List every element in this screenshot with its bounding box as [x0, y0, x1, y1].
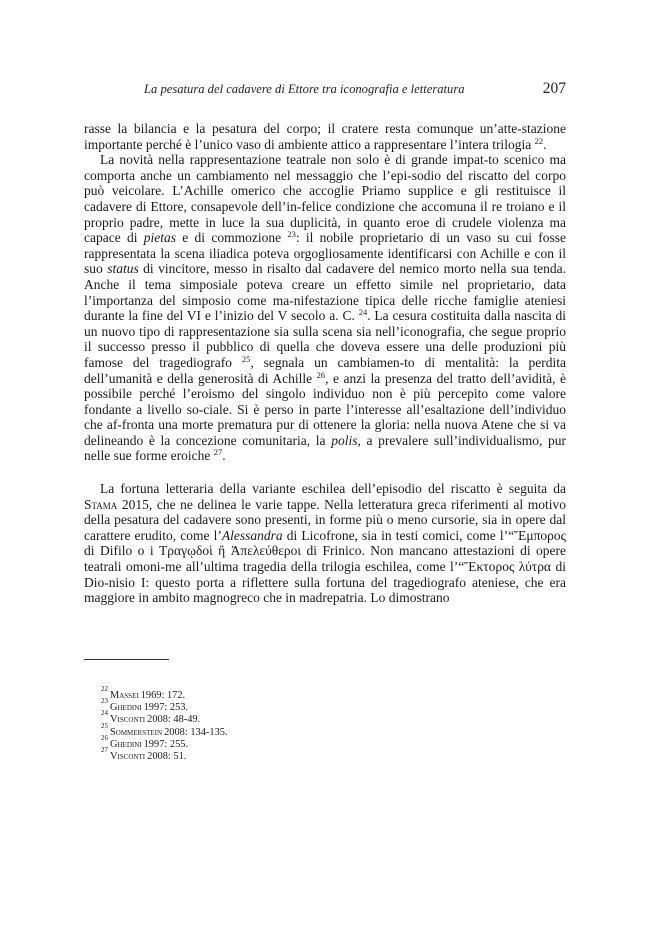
footnote-ref-27[interactable]: 27: [213, 447, 223, 458]
footnote-number: 24: [101, 709, 108, 718]
main-text: [84, 121, 566, 606]
footnote-23: [84, 697, 566, 714]
footnote-author: Visconti: [110, 751, 146, 763]
footnote-author: Ghedini: [110, 738, 142, 750]
footnote-text: 1969: 172.: [140, 690, 186, 701]
footnote-number: 26: [101, 733, 108, 742]
footnote-author: Sommerstein: [110, 726, 163, 738]
footnote-ref-24[interactable]: 24: [358, 307, 368, 318]
text-run: di Licofrone, sia in testi comici, come l’“Ἔμπορος di Difilo o i Τραγῳδοὶ ἢ Ἀπελεύθεροι di Frinico. Non mancano attestazioni di opere teatrali omoni-me all’ultima tragedia della trilogia eschilea, come l’“Ἕκτορος λύτρα di Dio-nisio I: questo porta a riflettere sulla fortuna del tragediografo ateniese, che era maggiore in ambito magnogreco che in madrepatria. Lo dimostrano: [84, 527, 566, 606]
footnote-ref-22[interactable]: 22: [534, 135, 544, 146]
footnote-text: 1997: 255.: [143, 738, 189, 750]
text-run: , a prevalere sull’individualismo, pur nelle sue forme eroiche: [84, 432, 567, 464]
footnote-number: 23: [101, 697, 108, 706]
text-run: , e anzi la presenza del tratto dell’avidità, è possibile perché l’eroismo del singolo individuo non è più percepito come valore fondante a livello so-ciale. Si è perso in parte l’interesse all’esaltazione dell’individuo che af-fronta una morte prematura pur di ottenere la gloria: nella nuova Atene che si va delineando è la concezione comunitaria, la: [84, 370, 566, 448]
footnote-number: 25: [101, 721, 108, 730]
italic-term: pietas: [143, 230, 177, 246]
text-run: La novità nella rappresentazione teatrale non solo è di grande impat-to scenico ma comporta anche un cambiamento nel messaggio che l’epi-sodio del riscatto del corpo può veicolare. L’Achille omerico che accoglie Priamo supplice e gli restituisce il cadavere di Ettore, consapevole dell’in-felice condizione che accomuna il re troiano e il proprio padre, mette in luce la sua duplicità, in quanto eroe di crudele violenza ma capace di: [84, 152, 566, 246]
footnote-author: Visconti: [110, 714, 146, 726]
footnote-26: [84, 733, 566, 751]
page-number: 207: [542, 80, 566, 97]
footnote-ref-23[interactable]: 23: [287, 229, 296, 240]
footnotes: [84, 685, 566, 763]
text-run: di vincitore, messo in risalto dal cadavere del nemico morto nella sua tenda. Anche il tema simposiale poteva creare un effetto simile nel proprietario, data l’importanza del simposio come ma-nifestazione tipica delle ricche famiglie ateniesi durante la fine del VI e l’inizio del V secolo a. C.: [84, 261, 566, 324]
paragraph-2: [84, 152, 566, 464]
italic-term: Alessandra: [221, 527, 283, 543]
footnote-ref-25[interactable]: 25: [241, 353, 251, 364]
footnote-ref-26[interactable]: 26: [316, 369, 326, 380]
footnote-text: 1997: 253.: [143, 702, 189, 714]
text-run: : il nobile proprietario di un vaso su cui fosse rappresentata la scena iliadica poteva orgogliosamente identificarsi con Achille e con il suo: [84, 230, 566, 277]
text-run: .: [543, 136, 547, 152]
running-title: La pesatura del cadavere di Ettore tra iconografia e letteratura: [144, 82, 465, 96]
running-header: [84, 80, 566, 100]
footnote-text: 2008: 51.: [147, 751, 187, 763]
footnote-author: Ghedini: [110, 702, 142, 714]
text-run: .: [222, 448, 226, 464]
text-run: , segnala un cambiamen-to di mentalità: la perdita dell’umanità e della generosità di Achille: [84, 354, 566, 386]
footnote-27: [84, 746, 566, 763]
author-citation: Stama: [84, 496, 118, 512]
italic-term: polis: [331, 432, 358, 448]
footnote-text: 2008: 134-135.: [164, 726, 228, 738]
footnote-author: Massei: [110, 690, 139, 701]
footnote-25: [84, 721, 566, 739]
paragraph-1: [84, 121, 566, 152]
footnote-24: [84, 709, 566, 726]
text-run: e di commozione: [182, 230, 282, 246]
text-run: rasse la bilancia e la pesatura del corpo; il cratere resta comunque un’atte-stazione importante perché è l’unico vaso di ambiente attico a rappresentare l’intera trilogia: [84, 121, 566, 152]
footnote-text: 2008: 48-49.: [147, 714, 201, 726]
footnote-divider: [84, 659, 169, 660]
text-run: La fortuna letteraria della variante eschilea dell’episodio del riscatto è seguita da: [100, 481, 566, 497]
italic-term: status: [107, 261, 139, 277]
text-run: 2015, che ne delinea le varie tappe. Nella letteratura greca riferimenti al motivo della pesatura del cadavere sono presenti, in forme più o meno cursorie, sia in opere dal carattere erudito, come l’: [84, 496, 566, 543]
text-run: . La cesura costituita dalla nascita di un nuovo tipo di rappresentazione sia sulla scena sia nell’iconografia, che segue proprio il successo presso il pubblico di quella che doveva essere una delle produzioni più famose del tragediografo: [84, 308, 567, 370]
footnote-22: [84, 685, 566, 702]
footnote-number: 27: [101, 746, 108, 755]
paragraph-3: [84, 481, 566, 606]
footnote-number: 22: [101, 685, 108, 693]
